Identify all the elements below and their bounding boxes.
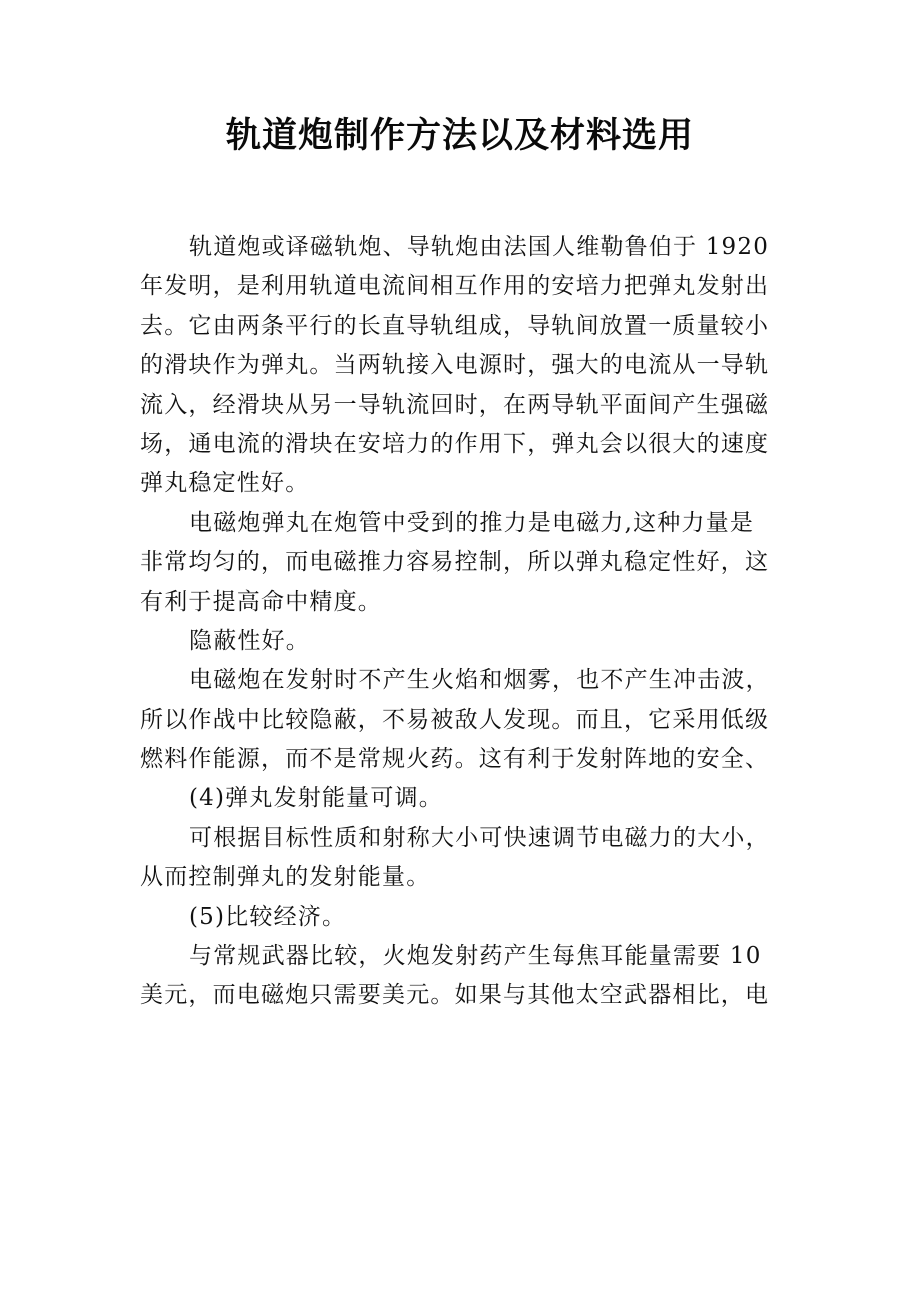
paragraph-line: 燃料作能源，而不是常规火药。这有利于发射阵地的安全、 — [140, 746, 770, 773]
paragraph-line: 弹丸稳定性好。 — [140, 470, 310, 497]
paragraph-line: 去。它由两条平行的长直导轨组成，导轨间放置一质量较小 — [140, 312, 770, 339]
paragraph-line: 与常规武器比较，火炮发射药产生每焦耳能量需要 10 — [189, 943, 762, 970]
paragraph-line: 轨道炮或译磁轨炮、导轨炮由法国人维勒鲁伯于 1920 — [189, 234, 770, 260]
paragraph-line: 非常均匀的，而电磁推力容易控制，所以弹丸稳定性好，这 — [140, 549, 770, 576]
paragraph-line: 可根据目标性质和射称大小可快速调节电磁力的大小， — [189, 824, 770, 851]
paragraph-line: 所以作战中比较隐蔽，不易被敌人发现。而且，它采用低级 — [140, 706, 770, 733]
paragraph-line: 场，通电流的滑块在安培力的作用下，弹丸会以很大的速度 — [140, 430, 770, 457]
document-title: 轨道炮制作方法以及材料选用 — [225, 116, 694, 156]
paragraph-line: 电磁炮在发射时不产生火焰和烟雾，也不产生冲击波， — [189, 667, 770, 694]
paragraph-line: 电磁炮弹丸在炮管中受到的推力是电磁力,这种力量是 — [189, 509, 755, 536]
paragraph-line: 从而控制弹丸的发射能量。 — [140, 864, 431, 891]
paragraph-line: 有利于提高命中精度。 — [140, 588, 382, 615]
section-heading: (5)比较经济。 — [189, 903, 347, 930]
paragraph-line: 美元，而电磁炮只需要美元。如果与其他太空武器相比，电 — [140, 982, 770, 1009]
section-heading: 隐蔽性好。 — [189, 627, 310, 654]
paragraph-line: 流入，经滑块从另一导轨流回时，在两导轨平面间产生强磁 — [140, 391, 770, 418]
section-heading: (4)弹丸发射能量可调。 — [189, 785, 443, 812]
document-body — [140, 228, 790, 1016]
paragraph-line: 年发明，是利用轨道电流间相互作用的安培力把弹丸发射出 — [140, 273, 770, 300]
paragraph-line: 的滑块作为弹丸。当两轨接入电源时，强大的电流从一导轨 — [140, 352, 770, 379]
